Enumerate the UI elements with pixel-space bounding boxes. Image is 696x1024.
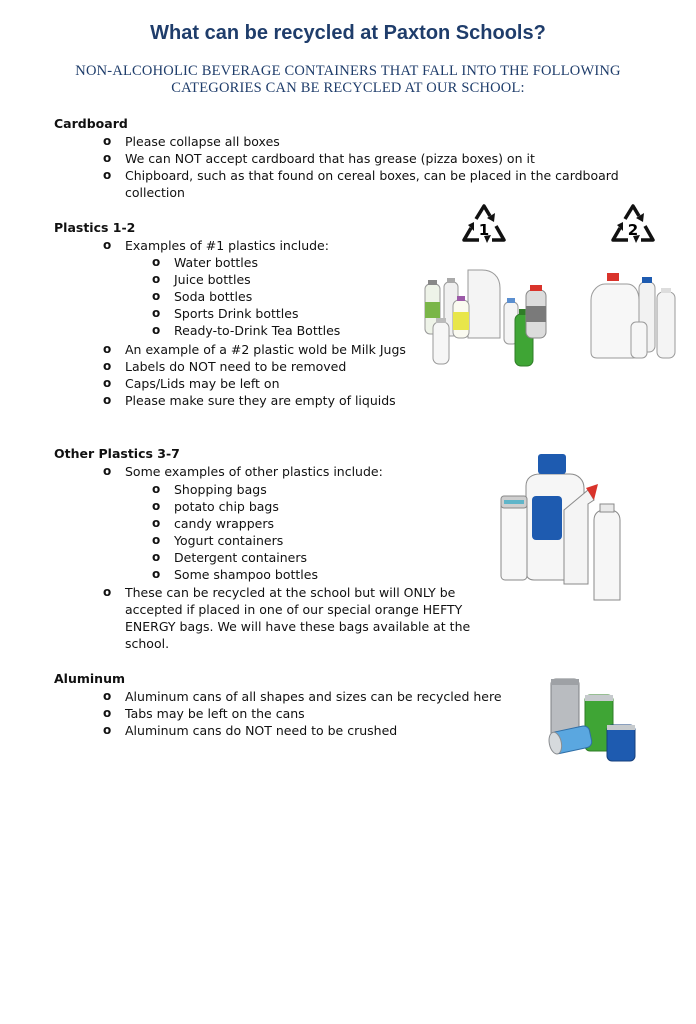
- bullet: o: [103, 151, 112, 165]
- recycle-symbol-1-icon: [459, 202, 509, 248]
- list-item: o Labels do NOT need to be removed: [103, 359, 347, 374]
- list-item-continuation: collection: [125, 185, 185, 200]
- bullet: o: [152, 516, 161, 530]
- bullet: o: [103, 689, 112, 703]
- list-item: o Aluminum cans of all shapes and sizes can be recycled here: [103, 689, 502, 704]
- bullet: o: [103, 238, 112, 252]
- list-item: o Tabs may be left on the cans: [103, 706, 305, 721]
- bullet: o: [152, 272, 161, 286]
- list-item: o An example of a #2 plastic wold be Milk Jugs: [103, 342, 406, 357]
- section-heading-cardboard: Cardboard: [54, 116, 128, 131]
- bullet: o: [103, 464, 112, 478]
- list-item: o Please make sure they are empty of liquids: [103, 393, 396, 408]
- section-heading-other-plastics: Other Plastics 3-7: [54, 446, 180, 461]
- list-item: o Chipboard, such as that found on cereal boxes, can be placed in the cardboard: [103, 168, 619, 183]
- page-title: What can be recycled at Paxton Schools?: [150, 22, 546, 44]
- pet-bottles-icon: [420, 262, 550, 370]
- list-item-continuation: ENERGY bags. We will have these bags available at the: [125, 619, 471, 634]
- sub-list-item: o Some shampoo bottles: [152, 567, 318, 582]
- bullet: o: [103, 359, 112, 373]
- bullet: o: [152, 567, 161, 581]
- list-item: o Some examples of other plastics include:: [103, 464, 383, 479]
- sub-list-item: o Yogurt containers: [152, 533, 284, 548]
- list-item: o Caps/Lids may be left on: [103, 376, 280, 391]
- bullet: o: [103, 706, 112, 720]
- detergent-containers-icon: [498, 450, 634, 606]
- bullet: o: [152, 499, 161, 513]
- hdpe-jugs-icon: [585, 270, 680, 362]
- sub-list-item: o candy wrappers: [152, 516, 274, 531]
- bullet: o: [152, 533, 161, 547]
- recycle-symbol-2-icon: [608, 202, 658, 248]
- list-item: o Examples of #1 plastics include:: [103, 238, 329, 253]
- bullet: o: [152, 255, 161, 269]
- bullet: o: [152, 550, 161, 564]
- bullet: o: [103, 393, 112, 407]
- aluminum-cans-icon: [545, 675, 640, 765]
- page-subtitle: NON-ALCOHOLIC BEVERAGE CONTAINERS THAT FALL INTO THE FOLLOWING CATEGORIES CAN BE RECYCLED AT OUR SCHOOL:: [75, 63, 621, 96]
- list-item: o We can NOT accept cardboard that has grease (pizza boxes) on it: [103, 151, 535, 166]
- list-item: o Aluminum cans do NOT need to be crushed: [103, 723, 398, 738]
- bullet: o: [103, 585, 112, 599]
- bullet: o: [152, 289, 161, 303]
- bullet: o: [103, 134, 112, 148]
- list-item: o Please collapse all boxes: [103, 134, 280, 149]
- sub-list-item: o Soda bottles: [152, 289, 253, 304]
- bullet: o: [152, 306, 161, 320]
- bullet: o: [103, 168, 112, 182]
- svg-text:2: 2: [627, 221, 639, 239]
- bullet: o: [103, 376, 112, 390]
- bullet: o: [103, 342, 112, 356]
- bullet: o: [103, 723, 112, 737]
- sub-list-item: o Shopping bags: [152, 482, 267, 497]
- sub-list-item: o potato chip bags: [152, 499, 279, 514]
- bullet: o: [152, 323, 161, 337]
- sub-list-item: o Ready-to-Drink Tea Bottles: [152, 323, 341, 338]
- section-heading-plastics-1-2: Plastics 1-2: [54, 220, 136, 235]
- svg-text:1: 1: [478, 221, 490, 239]
- sub-list-item: o Water bottles: [152, 255, 258, 270]
- sub-list-item: o Detergent containers: [152, 550, 307, 565]
- section-heading-aluminum: Aluminum: [54, 671, 125, 686]
- sub-list-item: o Sports Drink bottles: [152, 306, 299, 321]
- list-item-continuation: school.: [125, 636, 170, 651]
- bullet: o: [152, 482, 161, 496]
- list-item: o These can be recycled at the school but will ONLY be: [103, 585, 456, 600]
- list-item-continuation: accepted if placed in one of our special orange HEFTY: [125, 602, 463, 617]
- sub-list-item: o Juice bottles: [152, 272, 251, 287]
